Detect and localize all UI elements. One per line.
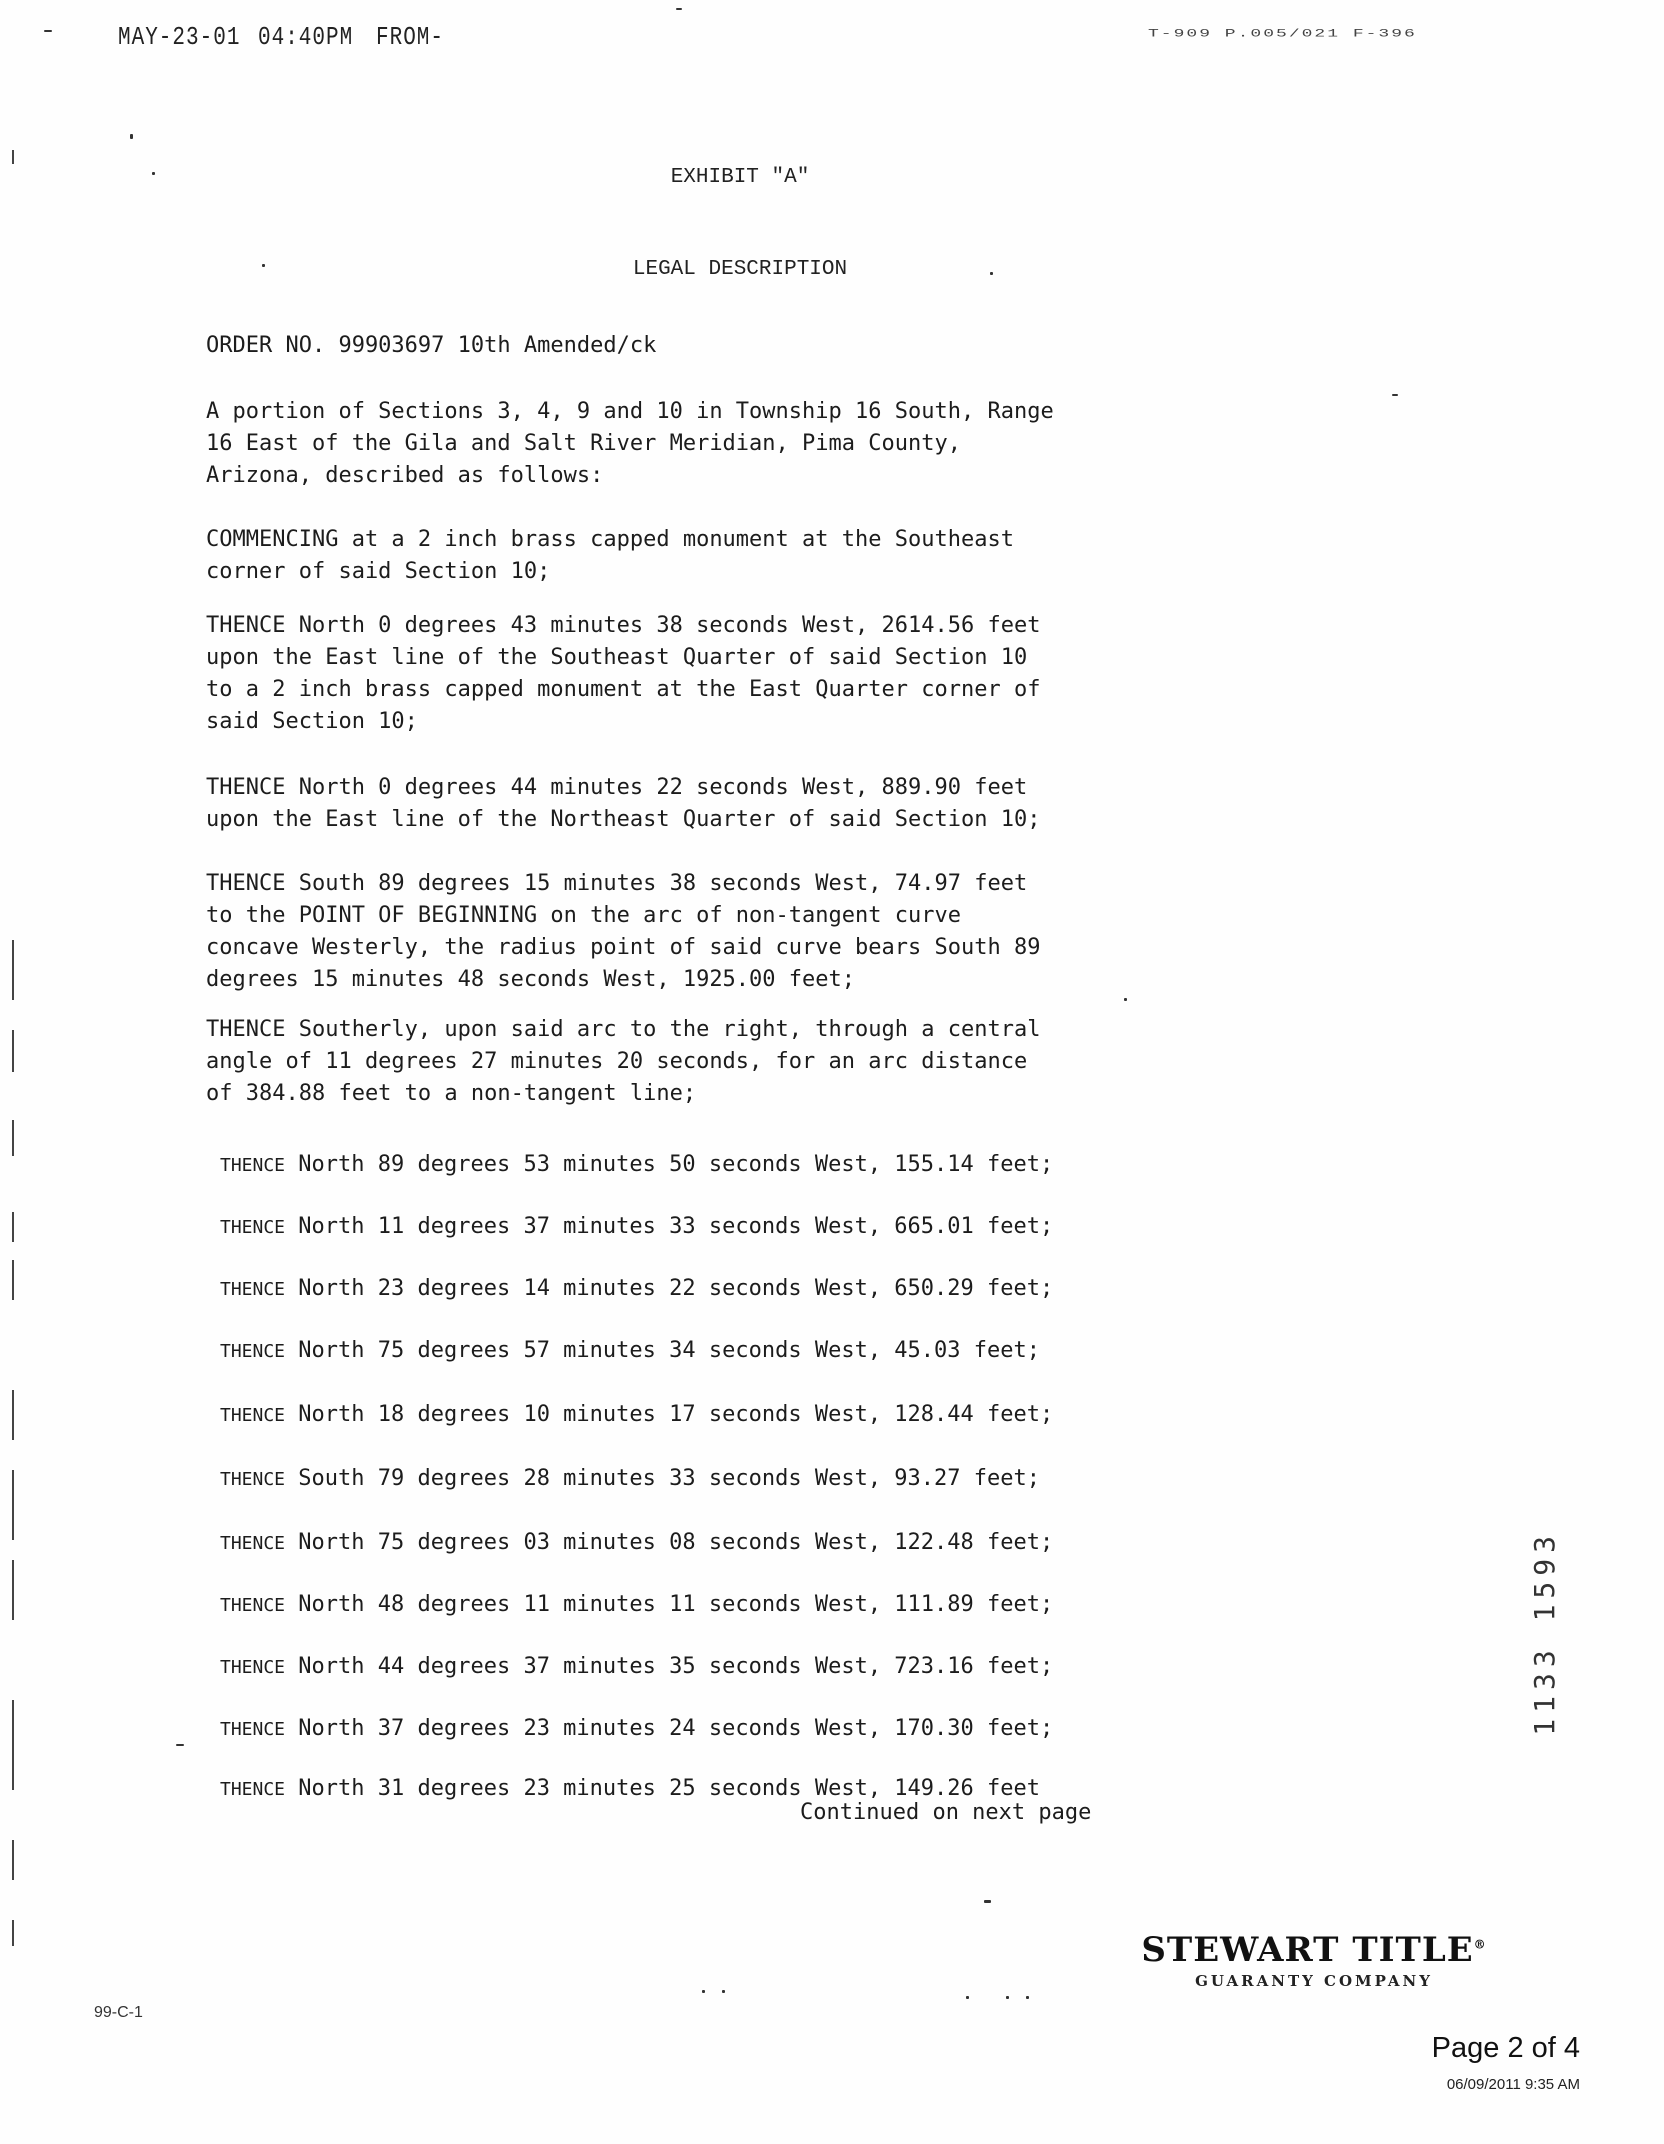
logo-name: STEWART TITLE	[1141, 1930, 1474, 1970]
legal-paragraph: THENCE North 0 degrees 43 minutes 38 seconds West, 2614.56 feet upon the East line of the Southeast Quarter of said Section 10 to a 2 inch brass capped monument at the East Quarter corner of said Section 10;	[206, 613, 1041, 734]
scan-speck	[966, 1996, 969, 1999]
legal-paragraph: A portion of Sections 3, 4, 9 and 10 in Township 16 South, Range 16 East of the Gila and Salt River Meridian, Pima County, Arizona, described as follows:	[206, 399, 1054, 488]
course-line	[220, 1152, 1220, 1177]
course-text: South 79 degrees 28 minutes 33 seconds West, 93.27 feet;	[298, 1466, 1041, 1491]
scan-edge-mark	[12, 150, 14, 164]
scan-speck	[702, 1990, 705, 1993]
course-text: North 44 degrees 37 minutes 35 seconds West, 723.16 feet;	[298, 1654, 1054, 1679]
stewart-title-logo	[1114, 1930, 1514, 1990]
page-number: Page 2 of 4	[1431, 2032, 1580, 2064]
course-line	[220, 1214, 1220, 1239]
scan-edge-mark	[12, 1470, 14, 1540]
continued-note: Continued on next page	[800, 1800, 1092, 1825]
course-prefix: THENCE	[220, 1155, 286, 1176]
scan-speck	[152, 172, 155, 175]
course-text: North 75 degrees 57 minutes 34 seconds West, 45.03 feet;	[298, 1338, 1041, 1363]
scan-edge-mark	[12, 1120, 14, 1156]
scan-speck	[1006, 1996, 1009, 1999]
legal-paragraph: THENCE North 0 degrees 44 minutes 22 seconds West, 889.90 feet upon the East line of the Northeast Quarter of said Section 10;	[206, 775, 1041, 832]
recording-number: 1133 1593	[1528, 1530, 1561, 1736]
course-text: North 75 degrees 03 minutes 08 seconds West, 122.48 feet;	[298, 1530, 1054, 1555]
course-line	[220, 1530, 1220, 1555]
scan-edge-mark	[12, 1920, 14, 1946]
scan-edge-mark	[12, 1390, 14, 1440]
scan-edge-mark	[12, 940, 14, 1000]
scan-speck	[176, 1744, 184, 1746]
form-number: 99-C-1	[94, 2004, 143, 2021]
course-line	[220, 1776, 1220, 1801]
scan-speck	[130, 134, 133, 139]
course-prefix: THENCE	[220, 1217, 286, 1238]
scan-speck	[676, 8, 682, 10]
registered-mark: ®	[1473, 1937, 1487, 1952]
course-prefix: THENCE	[220, 1279, 286, 1300]
course-text: North 18 degrees 10 minutes 17 seconds West, 128.44 feet;	[298, 1402, 1054, 1427]
course-text: North 11 degrees 37 minutes 33 seconds West, 665.01 feet;	[298, 1214, 1054, 1239]
scan-speck	[44, 30, 52, 32]
fax-page-fragment: T-909 P.005/021 F-396	[1148, 28, 1417, 40]
legal-paragraph: THENCE South 89 degrees 15 minutes 38 seconds West, 74.97 feet to the POINT OF BEGINNING on the arc of non-tangent curve concave Westerly, the radius point of said curve bears South 89 degrees 15 minutes 48 seconds West, 1925.00 feet;	[206, 871, 1041, 992]
order-number: ORDER NO. 99903697 10th Amended/ck	[206, 333, 657, 358]
course-text: North 89 degrees 53 minutes 50 seconds West, 155.14 feet;	[298, 1152, 1054, 1177]
scan-edge-mark	[12, 1560, 14, 1620]
fax-time: 04:40PM	[258, 24, 354, 53]
course-line	[220, 1592, 1220, 1617]
scan-speck	[1124, 998, 1127, 1001]
course-prefix: THENCE	[220, 1779, 286, 1800]
scan-speck	[990, 272, 993, 275]
course-prefix: THENCE	[220, 1469, 286, 1490]
course-line	[220, 1466, 1220, 1491]
fax-from: FROM-	[376, 24, 445, 53]
course-line	[220, 1402, 1220, 1427]
scan-speck	[1026, 1996, 1029, 1999]
course-prefix: THENCE	[220, 1405, 286, 1426]
course-prefix: THENCE	[220, 1595, 286, 1616]
scan-edge-mark	[12, 1260, 14, 1300]
course-prefix: THENCE	[220, 1657, 286, 1678]
course-prefix: THENCE	[220, 1341, 286, 1362]
print-timestamp: 06/09/2011 9:35 AM	[1446, 2076, 1580, 2093]
scan-speck	[984, 1900, 991, 1903]
course-line	[220, 1276, 1220, 1301]
course-text: North 37 degrees 23 minutes 24 seconds West, 170.30 feet;	[298, 1716, 1054, 1741]
exhibit-title: EXHIBIT "A"	[670, 166, 810, 189]
legal-paragraph: THENCE Southerly, upon said arc to the right, through a central angle of 11 degrees 27 minutes 20 seconds, for an arc distance of 384.88 feet to a non-tangent line;	[206, 1017, 1041, 1106]
scan-speck	[1392, 394, 1398, 396]
scan-edge-mark	[12, 1840, 14, 1880]
course-text: North 48 degrees 11 minutes 11 seconds West, 111.89 feet;	[298, 1592, 1054, 1617]
legal-paragraph: COMMENCING at a 2 inch brass capped monument at the Southeast corner of said Section 10;	[206, 527, 1014, 584]
course-text: North 31 degrees 23 minutes 25 seconds West, 149.26 feet	[298, 1776, 1041, 1801]
scan-speck	[722, 1990, 725, 1993]
scan-edge-mark	[12, 1030, 14, 1072]
course-line	[220, 1654, 1220, 1679]
fax-date: MAY-23-01	[118, 24, 241, 53]
logo-subtitle: GUARANTY COMPANY	[1195, 1972, 1433, 1990]
course-prefix: THENCE	[220, 1533, 286, 1554]
course-line	[220, 1716, 1220, 1741]
scan-edge-mark	[12, 1700, 14, 1790]
scan-edge-mark	[12, 1212, 14, 1242]
section-title: LEGAL DESCRIPTION	[632, 258, 848, 281]
scan-speck	[262, 264, 265, 267]
course-prefix: THENCE	[220, 1719, 286, 1740]
course-text: North 23 degrees 14 minutes 22 seconds West, 650.29 feet;	[298, 1276, 1054, 1301]
course-line	[220, 1338, 1220, 1363]
logo-wordmark	[1114, 1930, 1514, 1970]
